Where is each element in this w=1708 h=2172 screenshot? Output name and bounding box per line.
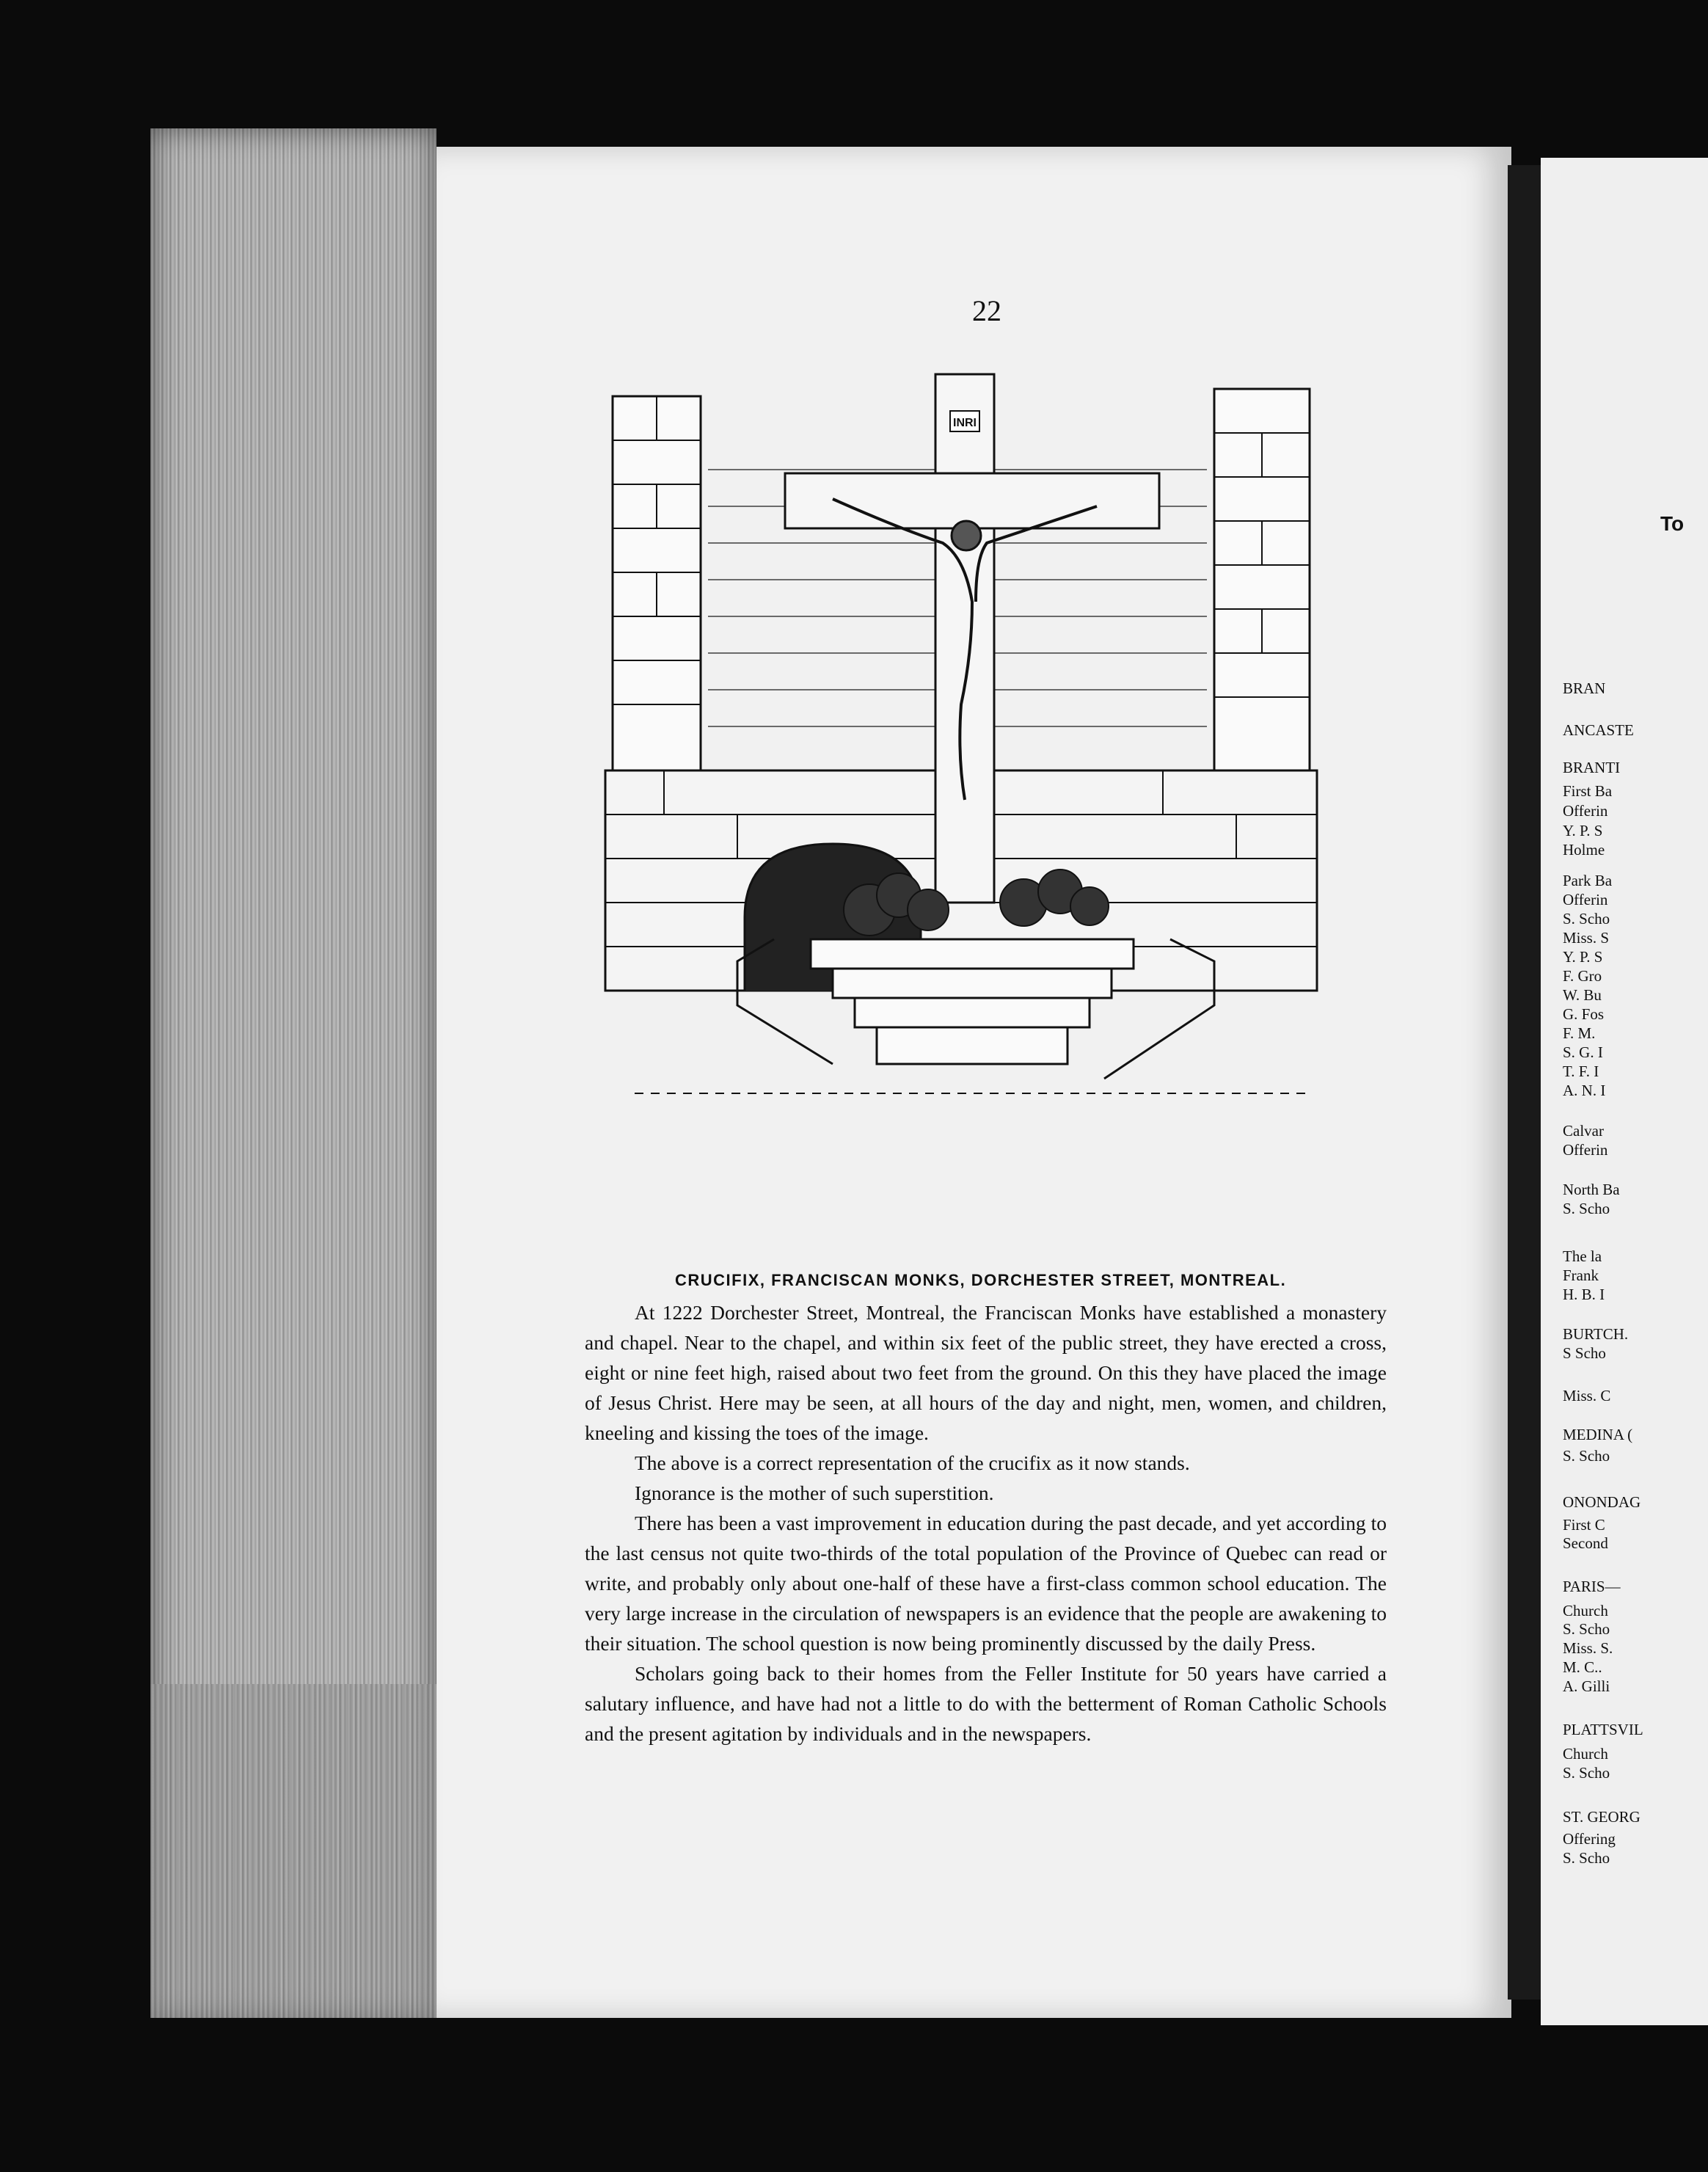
right-page-line: First Ba [1563,782,1613,800]
right-page-line: S. Scho [1563,1200,1610,1217]
right-page-line: A. N. I [1563,1082,1606,1099]
right-page-line: ANCASTE [1563,721,1634,739]
right-page-line: S. Scho [1563,1447,1610,1465]
right-page-line: BRANTI [1563,759,1621,776]
paragraph-1: At 1222 Dorchester Street, Montreal, the Franciscan Monks have established a monastery and chapel. Near to the chapel, and within six feet of the public street, they have erected a cross, eight or nine feet high, raised about two feet from the ground. On this they have placed the image of Jesus Christ. Here may be seen, at all hours of the day and night, men, women, and children, kneeling and kissing the toes of the image. [585,1301,1387,1444]
right-page-line: Church [1563,1602,1608,1619]
paragraph-5: Scholars going back to their homes from the Feller Institute for 50 years have carried a salutary influence, and have had not a little to do with the betterment of Roman Catholic Schools and the present agitation by individuals and in the newspapers. [585,1662,1387,1745]
right-page-line: Frank [1563,1267,1599,1284]
book-fore-edge [150,128,437,2018]
right-page-line: ST. GEORG [1563,1808,1641,1826]
right-page-line: G. Fos [1563,1005,1605,1023]
right-page-line: Y. P. S [1563,822,1603,839]
right-page-heading: To [1660,512,1685,535]
right-page-line: Offerin [1563,891,1608,908]
right-page-line: S. Scho [1563,910,1610,928]
right-page-line: Calvar [1563,1122,1604,1140]
book-gutter [1508,165,1541,2000]
right-page-line: ONONDAG [1563,1493,1641,1511]
right-page-line: Second [1563,1534,1608,1552]
paragraph-4: There has been a vast improvement in education during the past decade, and yet according to the last census not quite two-thirds of the total population of the Province of Quebec can read or write, and probably only about one-half of these have a first-class common school education. The very large increase in the circulation of newspapers is an evidence that the people are awakening to their situation. The school question is now being prominently discussed by the daily Press. [585,1512,1387,1655]
crucifix-illustration [591,360,1379,1247]
right-page-line: S. Scho [1563,1620,1610,1638]
paragraph-2: The above is a correct representation of the crucifix as it now stands. [635,1451,1190,1474]
right-page-line: Holme [1563,841,1605,859]
right-page-line: Offerin [1563,1141,1608,1159]
right-page-line: W. Bu [1563,986,1602,1004]
right-page-line: MEDINA ( [1563,1426,1633,1443]
right-page-line: F. Gro [1563,967,1602,985]
right-page-line: A. Gilli [1563,1677,1610,1695]
right-page-line: M. C.. [1563,1658,1602,1676]
right-page-line: Miss. S [1563,929,1610,947]
page-number: 22 [972,294,1001,327]
paragraph-3: Ignorance is the mother of such superstition. [635,1482,994,1504]
cross-inscription: INRI [953,417,977,429]
right-page-line: S. G. I [1563,1043,1603,1061]
right-page-line: Park Ba [1563,872,1613,889]
right-page-line: S. Scho [1563,1849,1610,1867]
right-page-line: S Scho [1563,1344,1606,1362]
illustration-caption: CRUCIFIX, FRANCISCAN MONKS, DORCHESTER STREET, MONTREAL. [675,1271,1287,1289]
right-page-line: PLATTSVIL [1563,1721,1643,1738]
right-page-line: F. M. [1563,1024,1596,1042]
right-page-line: Offerin [1563,802,1608,820]
right-page-line: PARIS— [1563,1578,1621,1595]
right-page-line: The la [1563,1247,1602,1265]
right-page-line: S. Scho [1563,1764,1610,1782]
right-page-line: Offering [1563,1830,1616,1848]
right-page-line: First C [1563,1516,1605,1534]
right-page-line: H. B. I [1563,1286,1605,1303]
right-page-line: Miss. C [1563,1387,1611,1404]
right-page-line: Miss. S. [1563,1639,1613,1657]
body-text [585,1297,1387,1749]
right-page-line: BURTCH. [1563,1325,1629,1343]
right-page-line: T. F. I [1563,1063,1599,1080]
right-page-line: Church [1563,1745,1608,1763]
right-page-line: North Ba [1563,1181,1620,1198]
right-page-line: Y. P. S [1563,948,1603,966]
right-page-line: BRAN [1563,679,1606,697]
